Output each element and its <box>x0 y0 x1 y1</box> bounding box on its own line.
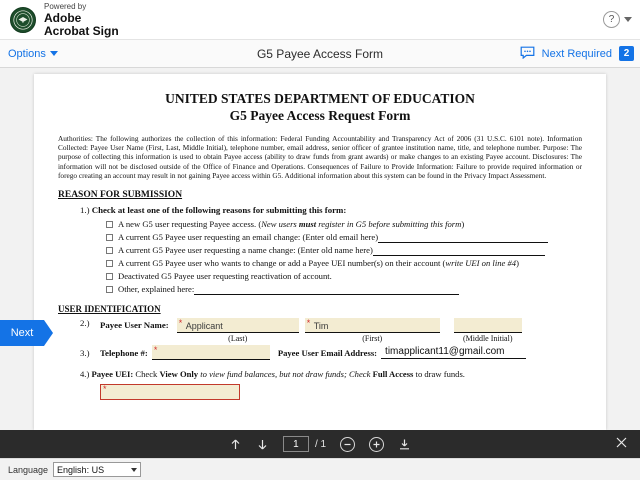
question-3-row <box>80 345 582 360</box>
next-tab-label: Next <box>10 327 34 339</box>
option-3-text: A current G5 Payee user who wants to change or add a Payee UEI number(s) on their account ( <box>118 258 446 269</box>
language-footer <box>0 458 640 480</box>
telephone-label: Telephone #: <box>100 347 148 358</box>
section-reason-for-submission: REASON FOR SUBMISSION <box>58 190 183 201</box>
required-marker: * <box>306 318 311 329</box>
arrow-up-icon[interactable] <box>229 438 242 451</box>
page-total-label: / 1 <box>314 438 327 450</box>
next-required-field-tab[interactable] <box>0 320 44 346</box>
brand-text <box>44 2 119 38</box>
last-name-caption: (Last) <box>228 334 248 344</box>
acrobat-sign-label: Acrobat Sign <box>44 23 119 38</box>
option-2-text: A current G5 Payee user requesting a name change: (Enter old name here) <box>118 245 373 256</box>
option-0-italic2: register in G5 before submitting this form <box>316 219 462 230</box>
q4-pre: Check <box>133 369 160 380</box>
view-only-label: View Only <box>159 369 199 380</box>
option-label <box>118 271 582 282</box>
list-item[interactable] <box>106 284 582 295</box>
required-marker: * <box>153 345 158 356</box>
toolbar-right-group <box>520 46 634 61</box>
option-3-italic: write UEI on line #4 <box>445 258 517 269</box>
list-item[interactable] <box>106 245 582 256</box>
list-item[interactable] <box>106 258 582 269</box>
checkbox-reactivation[interactable] <box>106 273 113 280</box>
required-marker: * <box>103 384 107 395</box>
required-marker: * <box>178 318 183 329</box>
payee-uei-label: Payee UEI: <box>91 369 134 380</box>
reason-options-list <box>106 219 582 295</box>
full-access-label: Full Access <box>372 369 414 380</box>
checkbox-name-change[interactable] <box>106 247 113 254</box>
options-label: Options <box>8 47 46 60</box>
question-2-row <box>80 318 582 343</box>
question-1-text: Check at least one of the following reasons for submitting this form: <box>91 205 347 216</box>
document-scroll-area[interactable] <box>0 68 640 430</box>
email-label: Payee User Email Address: <box>277 347 378 358</box>
document-toolbar <box>0 40 640 68</box>
arrow-down-icon[interactable] <box>256 438 269 451</box>
email-value: timapplicant11@gmail.com <box>381 346 526 359</box>
middle-initial-field[interactable] <box>454 318 522 333</box>
question-3-number: 3.) <box>80 347 90 358</box>
adobe-label: Adobe <box>44 10 82 25</box>
pdf-viewer-controls <box>0 430 640 458</box>
option-label <box>118 245 582 256</box>
option-label <box>118 258 582 269</box>
checkbox-email-change[interactable] <box>106 234 113 241</box>
language-selected-value: English: US <box>57 464 105 475</box>
option-0-pre: A new G5 user requesting Payee access. ( <box>118 219 262 230</box>
option-5-text: Other, explained here: <box>118 284 195 295</box>
chevron-down-icon[interactable] <box>624 17 632 22</box>
help-menu[interactable] <box>603 11 632 28</box>
last-name-value: Applicant <box>185 321 223 332</box>
authorities-paragraph: Authorities: The following authorizes the collection of this information: Federal Funding Accountability and Transparency Act of 2006 (31 U.S.C. 6101 note). Information Collected: Payee User Name (First, Last, Middle Initial), telephone number, email address, senior officer of grantee institution name, title, and telephone number. Purpose: The purpose of collecting this information is used to obtain Payee access (ability to draw funds from grant awards) or make changes to an existing Payee account. Disclosures: The information will not be disclosed outside of the Office of Finance and Operations. Consequences of Failure to Provide Information: Failure to provide required information or forego creating an account may result in not gaining Payee access within G5. Additional information about this system can be found in the Privacy Impact Assessment. <box>58 134 582 180</box>
zoom-out-icon[interactable] <box>340 437 355 452</box>
page-navigation[interactable] <box>283 436 326 452</box>
option-label <box>118 284 582 295</box>
us-department-of-education-seal-icon <box>10 7 36 33</box>
language-label: Language <box>8 464 49 475</box>
last-name-field[interactable] <box>177 318 299 333</box>
language-select[interactable] <box>53 462 141 477</box>
first-name-caption: (First) <box>362 334 383 344</box>
option-0-post: ) <box>461 219 465 230</box>
page-number-input[interactable]: 1 <box>283 436 309 452</box>
telephone-field[interactable] <box>152 345 270 360</box>
powered-by-label: Powered by <box>44 1 87 11</box>
checkbox-other[interactable] <box>106 286 113 293</box>
document-title: G5 Payee Access Form <box>256 46 384 61</box>
list-item[interactable] <box>106 271 582 282</box>
option-1-text: A current G5 Payee user requesting an email change: (Enter old email here) <box>118 232 379 243</box>
close-icon[interactable] <box>615 436 628 452</box>
middle-initial-caption: (Middle Initial) <box>462 334 513 344</box>
question-1-number: 1.) <box>80 205 90 216</box>
option-0-italic: New users <box>261 219 299 230</box>
option-4-text: Deactivated G5 Payee user requesting reactivation of account. <box>118 271 332 282</box>
download-icon[interactable] <box>398 438 411 451</box>
checkbox-uei-change[interactable] <box>106 260 113 267</box>
form-subtitle: G5 Payee Access Request Form <box>229 108 411 123</box>
next-required-button[interactable]: Next Required <box>541 47 612 60</box>
chat-bubble-icon[interactable] <box>520 46 535 61</box>
brand-header <box>0 0 640 40</box>
payee-user-name-label: Payee User Name: <box>100 320 169 331</box>
question-4-row <box>80 369 582 379</box>
option-3-post: ) <box>516 258 519 269</box>
checkbox-new-user[interactable] <box>106 221 113 228</box>
pdf-page-1 <box>34 74 606 430</box>
option-label <box>118 219 582 230</box>
first-name-field[interactable] <box>305 318 440 333</box>
list-item[interactable] <box>106 232 582 243</box>
question-2-number: 2.) <box>80 318 90 329</box>
zoom-in-icon[interactable] <box>369 437 384 452</box>
question-4-number: 4.) <box>80 369 90 380</box>
chevron-down-icon <box>131 468 137 472</box>
option-label <box>118 232 582 243</box>
q4-mid: to view fund balances, but not draw funds; Check <box>198 369 373 380</box>
help-icon[interactable]: ? <box>603 11 620 28</box>
question-1 <box>80 205 582 215</box>
uei-field[interactable] <box>100 384 240 400</box>
form-title: UNITED STATES DEPARTMENT OF EDUCATION <box>165 91 475 106</box>
q4-post: to draw funds. <box>413 369 465 380</box>
option-0-bold-italic: must <box>298 219 317 230</box>
list-item[interactable] <box>106 219 582 230</box>
first-name-value: Tim <box>313 321 329 332</box>
section-user-identification: USER IDENTIFICATION <box>58 304 161 315</box>
required-fields-count-badge: 2 <box>619 46 634 61</box>
